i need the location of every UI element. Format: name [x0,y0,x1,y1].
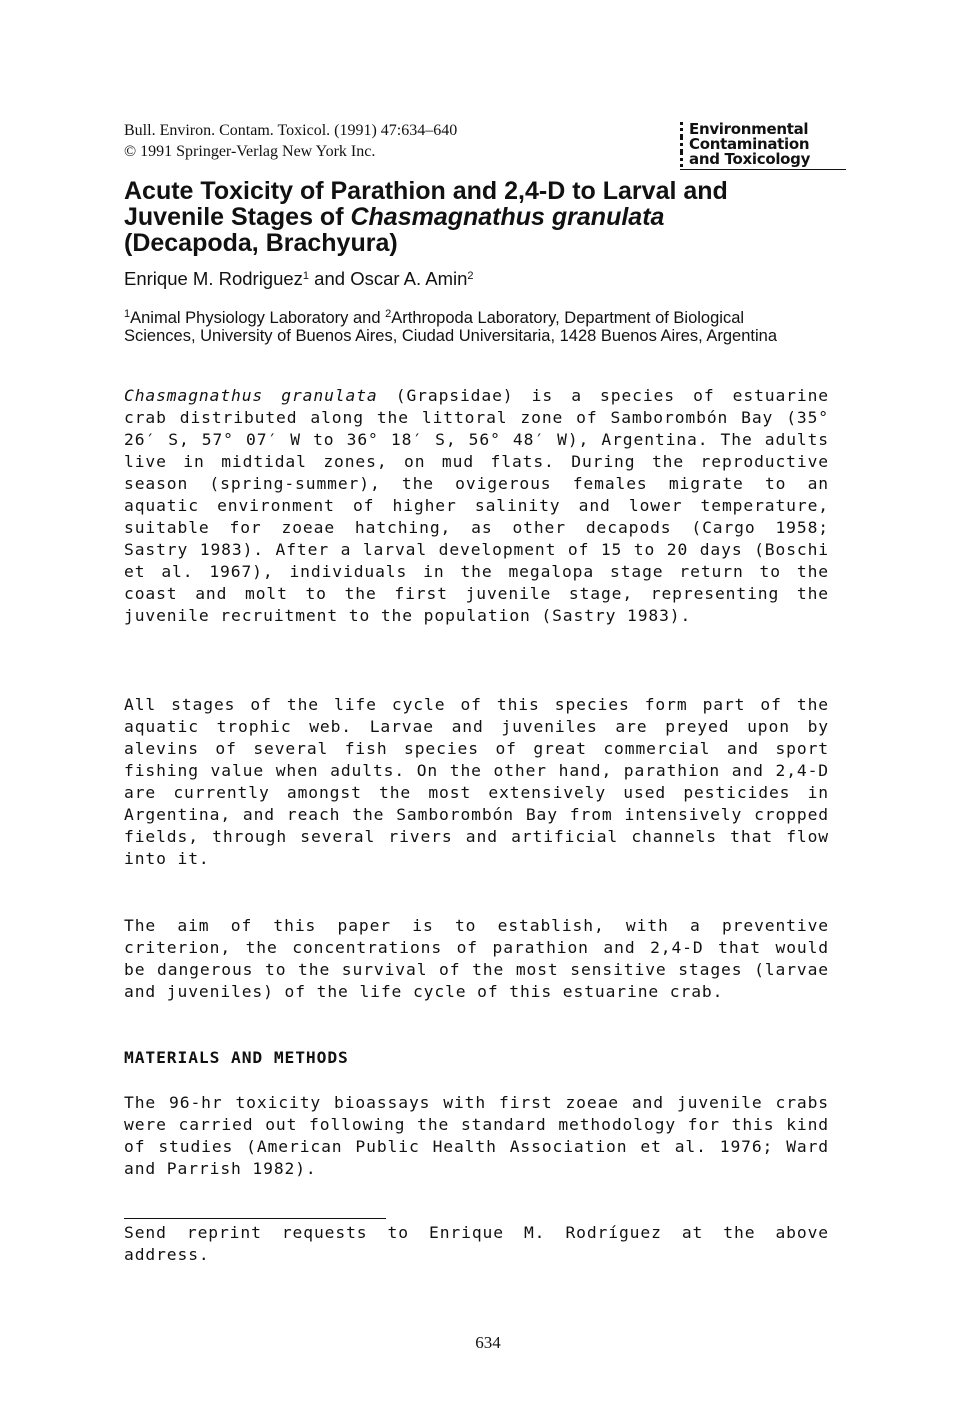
affiliation-text: Arthropoda Laboratory, Department of Biological Sciences, University of Buenos Aires, Ciudad Universitaria, 1428 Buenos Aires, Argentina [124,309,778,345]
journal-logo [680,122,846,170]
journal-logo-line: and Toxicology [680,152,846,167]
paragraph-intro [124,385,829,627]
affiliation-text: Animal Physiology Laboratory and [130,309,386,327]
section-heading: MATERIALS AND METHODS [124,1048,349,1067]
journal-citation [124,120,457,162]
title-part: (Decapoda, Brachyura) [124,229,398,257]
copyright-line: © 1991 Springer-Verlag New York Inc. [124,143,376,160]
species-name: Chasmagnathus granulata [124,386,378,405]
title-part: Acute Toxicity of Parathion and 2,4-D to Larval and Juvenile Stages of [124,177,728,231]
author-name: Oscar A. Amin [350,268,468,289]
affiliation [124,310,804,345]
paper-title [124,178,804,256]
paragraph-aim: The aim of this paper is to establish, with a preventive criterion, the concentrations of parathion and 2,4-D that would be dangerous to the survival of the most sensitive stages (larvae and juveniles) of the life cycle of this estuarine crab. [124,916,829,1001]
paragraph-text: (Grapsidae) is a species of estuarine crab distributed along the littoral zone of Samborombón Bay (35° 26′ S, 57° 07′ W to 36° 18′ S, 56° 48′ W), Argentina. The adults live in midtidal zones, on mud flats. During the reproductive season (spring-summer), the ovigerous females migrate to an aquatic environment of higher salinity and lower temperature, suitable for zoeae hatching, as other decapods (Cargo 1958; Sastry 1983). After a larval development of 15 to 20 days (Boschi et al. 1967), individuals in the megalopa stage return to the coast and molt to the first juvenile stage, representing the juvenile recruitment to the population (Sastry 1983). [124,386,829,625]
author-list [124,268,474,290]
title-species: Chasmagnathus granulata [350,203,665,231]
affiliation-superscript: 1 [124,308,131,320]
affiliation-superscript: 2 [385,308,392,320]
footnote-divider [124,1218,386,1219]
paragraph-trophic: All stages of the life cycle of this species form part of the aquatic trophic web. Larvae and juveniles are preyed upon by alevins of several fish species of great commercial and sport fishing value when adults. On the other hand, parathion and 2,4-D are currently amongst the most extensively used pesticides in Argentina, and reach the Samborombón Bay from intensively cropped fields, through several rivers and artificial channels that flow into it. [124,695,829,868]
journal-logo-line: Environmental [680,122,846,137]
page-number: 634 [475,1333,501,1352]
journal-logo-line: Contamination [680,137,846,152]
author-name: Enrique M. Rodriguez [124,268,303,289]
author-superscript: 2 [467,270,474,282]
paragraph-methods: The 96-hr toxicity bioassays with first zoeae and juvenile crabs were carried out following the standard methodology for this kind of studies (American Public Health Association et al. 1976; Ward and Parrish 1982). [124,1093,829,1178]
footnote: Send reprint requests to Enrique M. Rodríguez at the above address. [124,1223,829,1264]
author-joiner: and [309,268,351,289]
citation-line: Bull. Environ. Contam. Toxicol. (1991) 47:634–640 [124,122,458,139]
author-superscript: 1 [302,270,310,282]
